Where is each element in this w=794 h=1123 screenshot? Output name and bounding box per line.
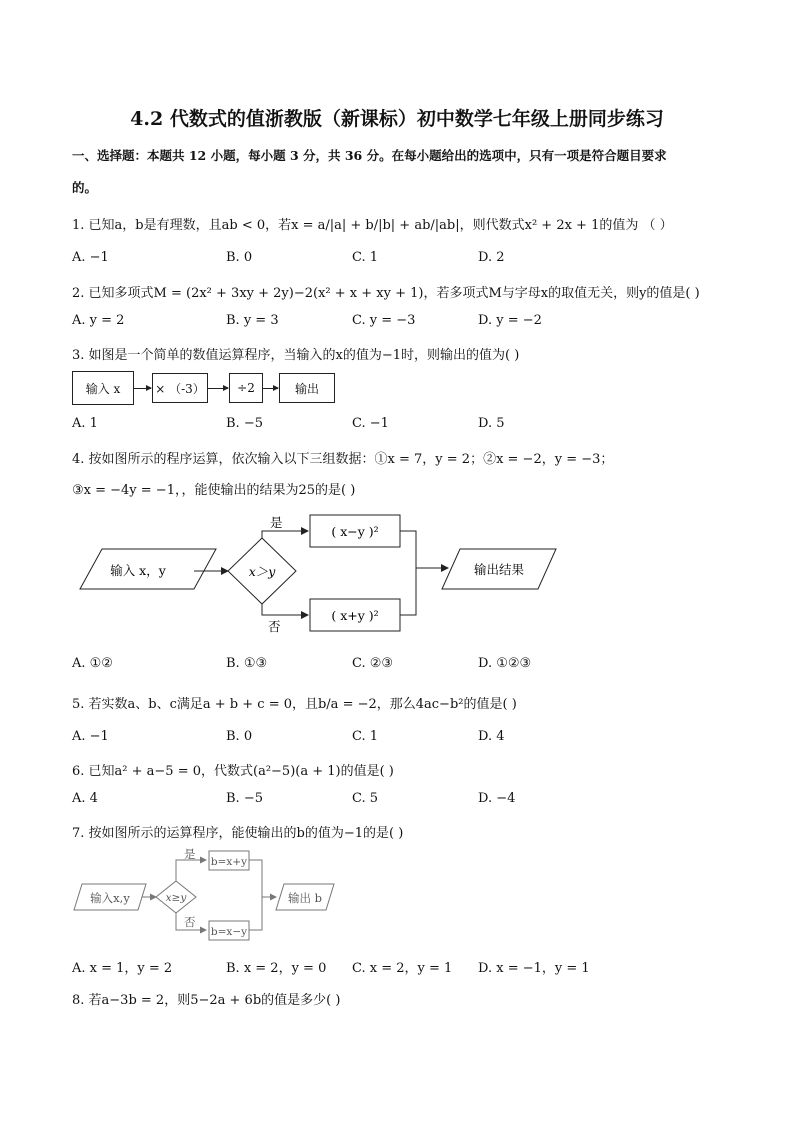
q4-yes-label: 是 [270, 515, 283, 530]
q6-option-a: A. 4 [72, 791, 98, 806]
q4-option-d: D. ①②③ [478, 656, 532, 671]
q2-option-d: D. y = −2 [478, 313, 542, 328]
q5-option-b: B. 0 [226, 729, 253, 744]
q6-option-c: C. 5 [352, 791, 379, 806]
q4-bottom-text: ( x+y )² [331, 608, 379, 623]
q2-option-b: B. y = 3 [226, 313, 279, 328]
q4-option-c: C. ②③ [352, 656, 394, 671]
q2-option-c: C. y = −3 [352, 313, 416, 328]
question-2-stem: 2. 已知多项式M = (2x² + 3xy + 2y)−2(x² + x + xy + 1)，若多项式M与字母x的取值无关，则y的值是( ) [72, 286, 700, 301]
q5-option-a: A. −1 [72, 729, 109, 744]
question-5-stem: 5. 若实数a、b、c满足a + b + c = 0，且b/a = −2，那么4ac−b²的值是( ) [72, 697, 517, 712]
q3-multiply-box: × （-3） [152, 373, 208, 403]
question-4-stem-line2: ③x = −4y = −1，，能使输出的结果为25的是( ) [72, 483, 356, 498]
q4-input-text: 输入 x，y [110, 563, 166, 578]
q3-option-d: D. 5 [478, 416, 505, 431]
question-7-stem: 7. 按如图所示的运算程序，能使输出的b的值为−1的是( ) [72, 826, 404, 841]
question-1-stem: 1. 已知a，b是有理数，且ab < 0，若x = a/|a| + b/|b| + ab/|ab|，则代数式x² + 2x + 1的值为 （ ） [72, 218, 673, 233]
q1-option-c: C. 1 [352, 250, 379, 265]
q7-input-text: 输入x,y [90, 891, 130, 905]
q7-option-d: D. x = −1，y = 1 [478, 961, 590, 976]
question-8-stem: 8. 若a−3b = 2，则5−2a + 6b的值是多少( ) [72, 993, 341, 1008]
q6-option-d: D. −4 [478, 791, 516, 806]
question-6-stem: 6. 已知a² + a−5 = 0，代数式(a²−5)(a + 1)的值是( ) [72, 764, 394, 779]
q7-bottom-text: b=x−y [210, 926, 248, 938]
q4-output-text: 输出结果 [473, 562, 525, 577]
q3-option-b: B. −5 [226, 416, 263, 431]
q4-top-text: ( x−y )² [331, 524, 379, 539]
q7-top-text: b=x+y [210, 856, 248, 868]
q7-option-c: C. x = 2，y = 1 [352, 961, 453, 976]
question-3-stem: 3. 如图是一个简单的数值运算程序，当输入的x的值为−1时，则输出的值为( ) [72, 348, 520, 363]
q7-condition-text: x≥y [165, 892, 187, 904]
q6-option-b: B. −5 [226, 791, 263, 806]
q4-option-b: B. ①③ [226, 656, 268, 671]
q4-no-label: 否 [268, 619, 281, 634]
q7-output-text: 输出 b [287, 891, 323, 905]
q5-option-c: C. 1 [352, 729, 379, 744]
section-header: 一、选择题：本题共 12 小题，每小题 3 分，共 36 分。在每小题给出的选项中，只有一项是符合题目要求 [72, 148, 667, 163]
q1-option-b: B. 0 [226, 250, 253, 265]
q7-option-a: A. x = 1，y = 2 [72, 961, 173, 976]
q3-output-box: 输出 [279, 373, 335, 403]
q3-input-box: 输入 x [72, 371, 134, 405]
q4-flowchart [70, 505, 570, 640]
q2-option-a: A. y = 2 [72, 313, 125, 328]
q3-divide-box: ÷2 [229, 373, 263, 403]
q7-yes-label: 是 [184, 847, 196, 861]
q4-option-a: A. ①② [72, 656, 113, 671]
q3-arrow-2 [208, 388, 228, 389]
q3-option-a: A. 1 [72, 416, 98, 431]
question-4-stem-line1: 4. 按如图所示的程序运算，依次输入以下三组数据：①x = 7，y = 2；②x = −2，y = −3； [72, 452, 614, 467]
q1-option-a: A. −1 [72, 250, 109, 265]
q7-no-label: 否 [184, 915, 196, 929]
q5-option-d: D. 4 [478, 729, 505, 744]
q3-arrow-1 [134, 388, 151, 389]
q7-flowchart [70, 846, 350, 946]
q3-arrow-3 [263, 388, 278, 389]
section-header-cont: 的。 [72, 180, 98, 195]
q1-option-d: D. 2 [478, 250, 505, 265]
q3-option-c: C. −1 [352, 416, 389, 431]
page-title: 4.2 代数式的值浙教版（新课标）初中数学七年级上册同步练习 [130, 108, 664, 130]
q7-option-b: B. x = 2，y = 0 [226, 961, 327, 976]
q4-condition-text: x＞y [248, 564, 276, 579]
